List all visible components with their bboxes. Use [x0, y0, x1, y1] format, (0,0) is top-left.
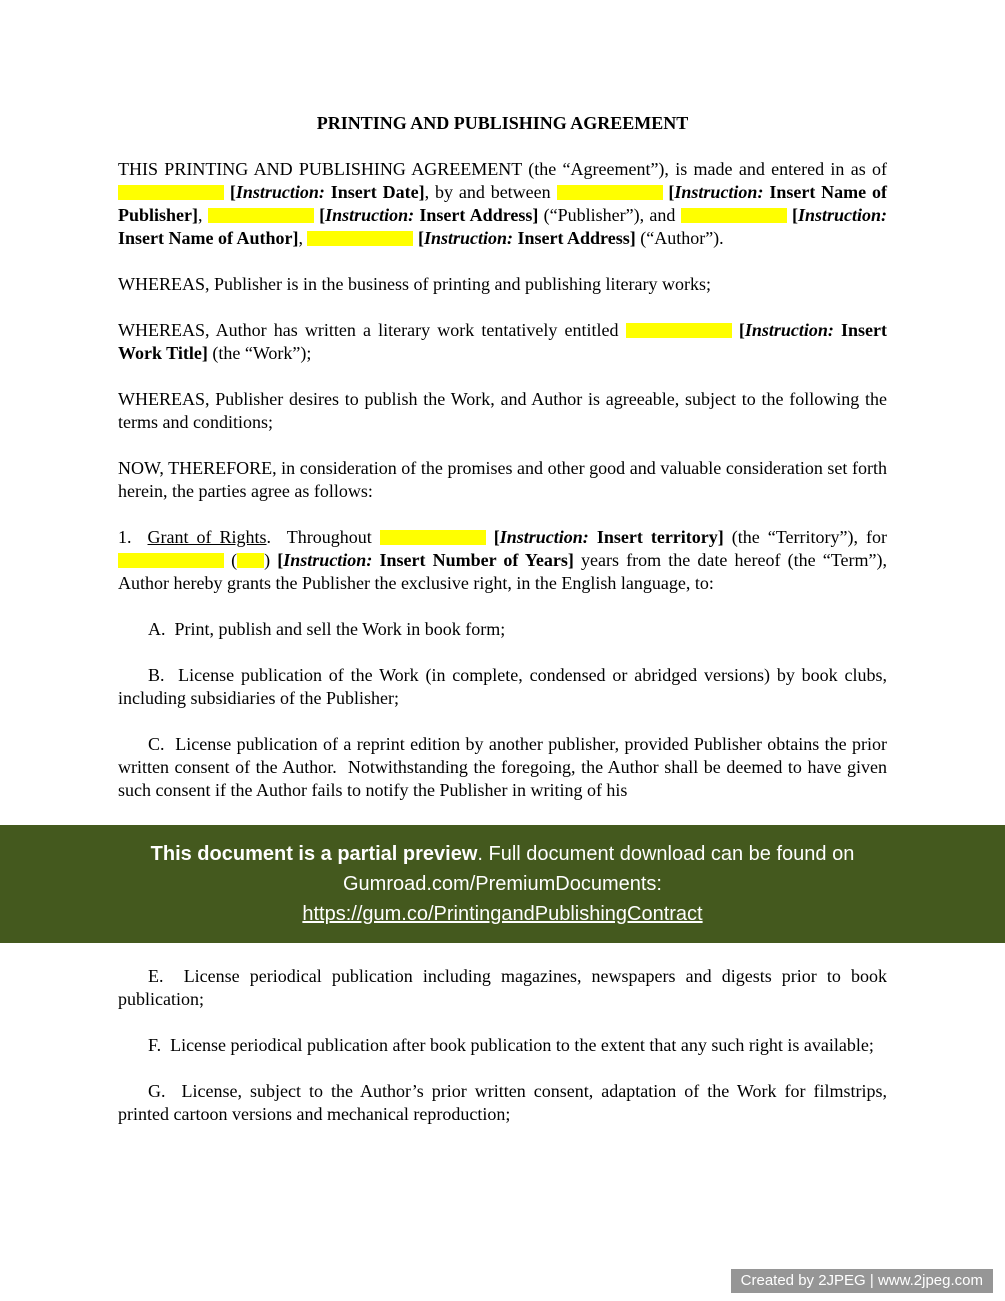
text-segment: years from the date hereof (the “Term”), Author hereby grants the Publisher the exclusive right, in the English language, to: [118, 550, 887, 593]
paragraph-item-e [118, 965, 887, 1011]
paragraph-whereas-publisher [118, 273, 887, 296]
text-segment: [ [791, 205, 798, 225]
text-segment: [ [668, 182, 675, 202]
gumroad-link[interactable]: https://gum.co/PrintingandPublishingContract [302, 903, 703, 925]
text-segment: (the “Work”); [207, 343, 312, 363]
text-segment: Instruction: [283, 550, 373, 570]
text-segment: [ [493, 527, 500, 547]
text-segment: ] [292, 228, 299, 248]
text-segment: Instruction: [674, 182, 764, 202]
text-segment: . Throughout [266, 527, 380, 547]
text-segment: [ [319, 205, 326, 225]
text-segment: Instruction: [325, 205, 415, 225]
paragraph-item-f [118, 1034, 887, 1057]
blank-territory [380, 530, 486, 545]
text-segment: Gumroad.com/PremiumDocuments: [343, 873, 662, 895]
blank-years-number [237, 553, 264, 568]
paragraph-item-b [118, 664, 887, 710]
blank-work-title [626, 323, 732, 338]
text-segment: ( [224, 550, 238, 570]
text-segment: ] [532, 205, 539, 225]
text-segment: Insert Number of Years [372, 550, 568, 570]
text-segment: A. Print, publish and sell the Work in book form; [148, 619, 506, 639]
paragraph-now-therefore [118, 457, 887, 503]
text-segment: Insert Address [513, 228, 630, 248]
text-segment: NOW, THEREFORE, in consideration of the promises and other good and valuable consideration set forth herein, the parties agree as follows: [118, 458, 887, 501]
text-segment: Insert Name of Author [118, 228, 293, 248]
text-segment: Instruction: [423, 228, 514, 248]
text-segment: B. License publication of the Work (in complete, condensed or abridged versions) by book clubs, including subsidiaries of the Publisher; [118, 665, 887, 708]
text-segment: , by and between [424, 182, 557, 202]
paragraph-whereas-author [118, 319, 887, 365]
text-segment: [ [277, 550, 284, 570]
text-segment: Insert territory [588, 527, 718, 547]
text-segment: [ [417, 228, 424, 248]
text-segment: E. License periodical publication including magazines, newspapers and digests prior to book publication; [118, 966, 887, 1009]
text-segment: [ [229, 182, 236, 202]
text-segment: Instruction: [235, 182, 325, 202]
text-segment: ] [418, 182, 425, 202]
watermark: Created by 2JPEG | www.2jpeg.com [731, 1269, 993, 1293]
blank-author-name [681, 208, 787, 223]
document-title: PRINTING AND PUBLISHING AGREEMENT [316, 113, 689, 133]
text-segment: G. License, subject to the Author’s prior written consent, adaptation of the Work for filmstrips, printed cartoon versions and mechanical reproduction; [118, 1081, 887, 1124]
text-segment: , [298, 228, 308, 248]
banner-text-line-2 [70, 869, 935, 899]
text-segment: WHEREAS, Publisher is in the business of printing and publishing literary works; [118, 274, 711, 294]
paragraph-preamble [118, 158, 887, 250]
text-segment: Grant of Rights [147, 527, 267, 547]
text-segment: ] [192, 205, 199, 225]
text-segment: ] [629, 228, 636, 248]
text-segment: ] [201, 343, 208, 363]
text-segment: Instruction: [499, 527, 589, 547]
text-segment: 1. [118, 527, 148, 547]
text-segment: (the “Territory”), for [723, 527, 887, 547]
text-segment: , [198, 205, 208, 225]
text-segment: THIS PRINTING AND PUBLISHING AGREEMENT (the “Agreement”), is made and entered in as of [118, 159, 887, 179]
blank-years-words [118, 553, 224, 568]
text-segment [732, 320, 739, 340]
blank-publisher-address [208, 208, 314, 223]
paragraph-grant-of-rights [118, 526, 887, 595]
blank-date [118, 185, 224, 200]
preview-banner [0, 825, 1005, 943]
blank-author-address [307, 231, 413, 246]
paragraph-item-g [118, 1080, 887, 1126]
text-segment: ] [567, 550, 574, 570]
text-segment: Insert Address [414, 205, 533, 225]
text-segment: Instruction: [744, 320, 834, 340]
text-segment: Insert Date [324, 182, 419, 202]
text-segment: F. License periodical publication after book publication to the extent that any such right is available; [148, 1035, 874, 1055]
text-segment: This document is a partial preview [150, 843, 478, 865]
text-segment: (“Publisher”), and [538, 205, 681, 225]
paragraph-item-a [118, 618, 887, 641]
text-segment: WHEREAS, Publisher desires to publish the Work, and Author is agreeable, subject to the following the terms and conditions; [118, 389, 887, 432]
paragraph-item-c [118, 733, 887, 802]
text-segment: [ [738, 320, 745, 340]
text-segment [486, 527, 494, 547]
blank-publisher-name [557, 185, 663, 200]
text-segment: ) [264, 550, 278, 570]
text-segment: ] [717, 527, 724, 547]
text-segment: (“Author”). [635, 228, 724, 248]
text-segment: WHEREAS, Author has written a literary work tentatively entitled [118, 320, 626, 340]
text-segment: Instruction: [797, 205, 887, 225]
text-segment: Insert Name of Publisher [118, 182, 888, 225]
banner-text-line-1 [70, 839, 935, 869]
text-segment: Insert Work Title [118, 320, 888, 363]
banner-link-line [70, 899, 935, 929]
text-segment: C. License publication of a reprint edition by another publisher, provided Publisher obtains the prior written consent of the Author. Notwithstanding the foregoing, the Author shall be deemed to have given such consent if the Author fails to notify the Publisher in writing of his [118, 734, 887, 800]
text-segment: . Full document download can be found on [477, 843, 855, 865]
paragraph-whereas-desires [118, 388, 887, 434]
